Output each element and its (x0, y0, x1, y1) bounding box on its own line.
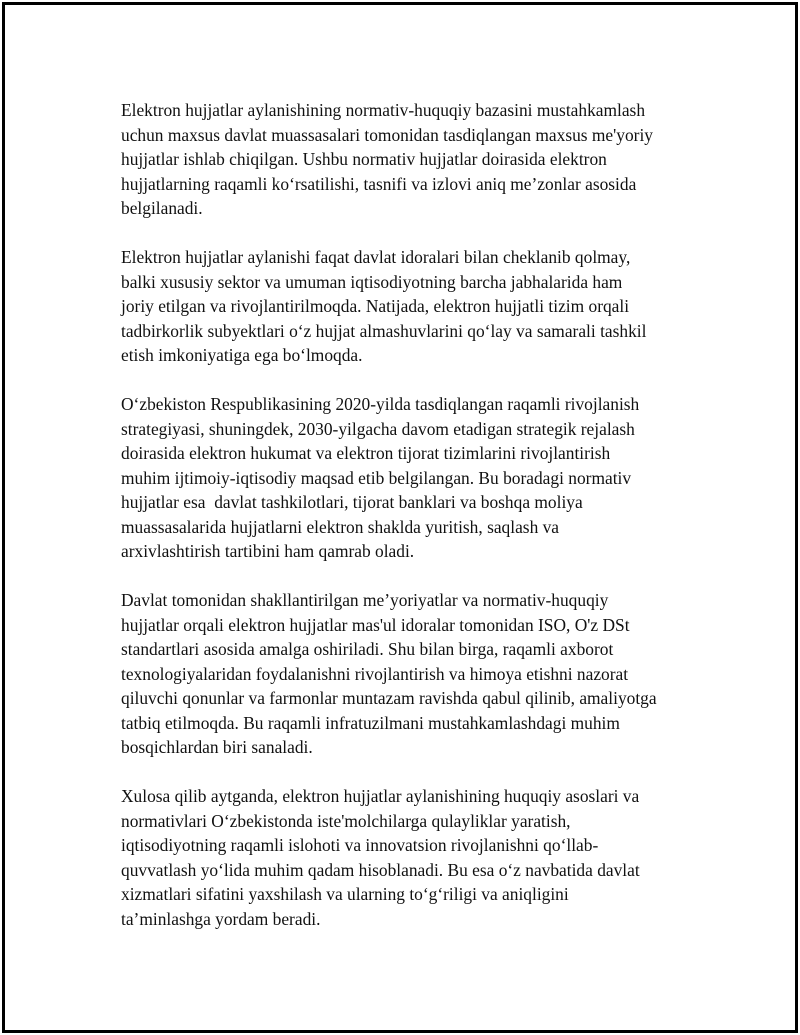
paragraph-3: O‘zbekiston Respublikasining 2020-yilda tasdiqlangan raqamli rivojlanish strategiyasi, shuningdek, 2030-yilgacha davom etadigan strategik rejalash doirasida elektron hukumat va elektron tijorat tizimlarini rivojlantirish muhim ijtimoiy-iqtisodiy maqsad etib belgilangan. Bu boradagi normativ hujjatlar esa davlat tashkilotlari, tijorat banklari va boshqa moliya muassasalarida hujjatlarni elektron shaklda yuritish, saqlash va arxivlashtirish tartibini ham qamrab oladi. (121, 394, 640, 561)
page-border (2, 2, 798, 1033)
paragraph-1: Elektron hujjatlar aylanishining normativ-huquqiy bazasini mustahkamlash uchun maxsus davlat muassasalari tomonidan tasdiqlangan maxsus me'yoriy hujjatlar ishlab chiqilgan. Ushbu normativ hujjatlar doirasida elektron hujjatlarning raqamli ko‘rsatilishi, tasnifi va izlovi aniq me’zonlar asosida belgilanadi. (121, 100, 653, 218)
paragraph-5: Xulosa qilib aytganda, elektron hujjatlar aylanishining huquqiy asoslari va normativlari O‘zbekistonda iste'molchilarga qulayliklar yaratish, iqtisodiyotning raqamli islohoti va innovatsion rivojlanishni qo‘llab- quvvatlash yo‘lida muhim qadam hisoblanadi. Bu esa o‘z navbatida davlat xizmatlari sifatini yaxshilash va ularning to‘g‘riligi va aniqligini ta’minlashga yordam beradi. (121, 786, 640, 929)
document-body (121, 98, 711, 956)
paragraph-4: Davlat tomonidan shakllantirilgan me’yoriyatlar va normativ-huquqiy hujjatlar orqali elektron hujjatlar mas'ul idoralar tomonidan ISO, O'z DSt standartlari asosida amalga oshiriladi. Shu bilan birga, raqamli axborot texnologiyalaridan foydalanishni rivojlantirish va himoya etishni nazorat qiluvchi qonunlar va farmonlar muntazam ravishda qabul qilinib, amaliyotga tatbiq etilmoqda. Bu raqamli infratuzilmani mustahkamlashdagi muhim bosqichlardan biri sanaladi. (121, 590, 657, 757)
paragraph-2: Elektron hujjatlar aylanishi faqat davlat idoralari bilan cheklanib qolmay, balki xususiy sektor va umuman iqtisodiyotning barcha jabhalarida ham joriy etilgan va rivojlantirilmoqda. Natijada, elektron hujjatli tizim orqali tadbirkorlik subyektlari o‘z hujjat almashuvlarini qo‘lay va samarali tashkil etish imkoniyatiga ega bo‘lmoqda. (121, 247, 647, 365)
